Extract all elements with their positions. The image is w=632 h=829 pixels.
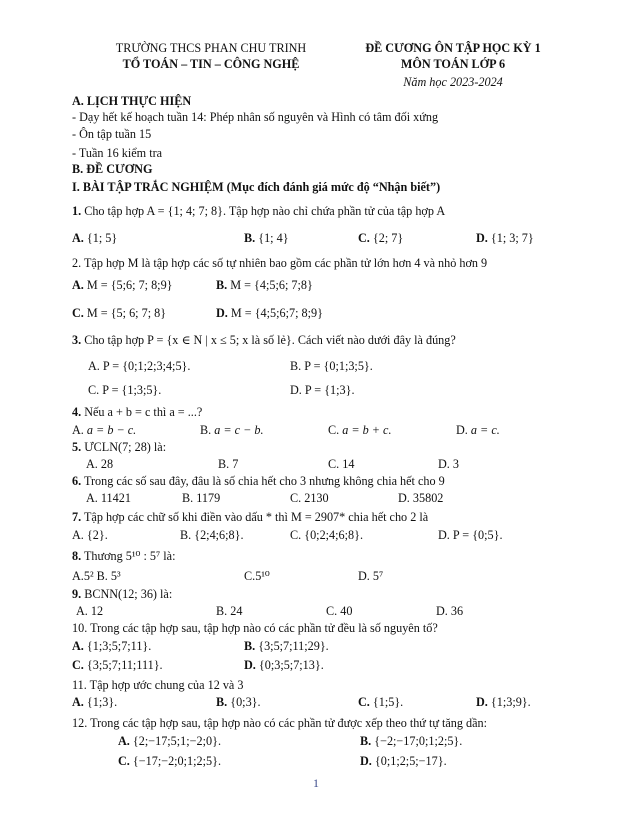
q11-option-a: A. {1;3}. <box>72 695 118 709</box>
subject-title: MÔN TOÁN LỚP 6 <box>400 57 506 71</box>
question-number: 10. <box>72 621 88 635</box>
q2-option-a: A. M = {5;6; 7; 8;9} <box>72 278 173 292</box>
q11-option-c: C. {1;5}. <box>358 695 404 709</box>
q3-option-c: C. P = {1;3;5}. <box>88 383 162 397</box>
question-number: 1. <box>72 204 82 218</box>
q1-option-b: B. {1; 4} <box>244 231 289 245</box>
school-year: Năm học 2023-2024 <box>403 75 503 89</box>
question-2 <box>72 256 572 271</box>
q5-option-c: C. 14 <box>328 457 355 471</box>
q7-option-c: C. {0;2;4;6;8}. <box>290 528 363 542</box>
question-5 <box>72 440 572 455</box>
q3-option-a: A. P = {0;1;2;3;4;5}. <box>88 359 191 373</box>
question-number: 6. <box>72 474 82 488</box>
q11-option-d: D. {1;3;9}. <box>476 695 531 709</box>
q5-option-d: D. 3 <box>438 457 459 471</box>
question-text: Nếu a + b = c thì a = ...? <box>84 405 203 419</box>
q1-option-d: D. {1; 3; 7} <box>476 231 534 245</box>
question-9 <box>72 587 572 602</box>
q12-option-c: C. {−17;−2;0;1;2;5}. <box>118 754 221 768</box>
question-number: 8. <box>72 549 82 563</box>
q1-option-c: C. {2; 7} <box>358 231 404 245</box>
question-number: 9. <box>72 587 82 601</box>
question-text: Trong các số sau đây, đâu là số chia hết cho 3 nhưng không chia hết cho 9 <box>83 474 445 488</box>
question-text: Cho tập hợp P = {x ∈ N | x ≤ 5; x là số lẻ}. Cách viết nào dưới đây là đúng? <box>84 333 456 347</box>
q7-option-a: A. {2}. <box>72 528 108 542</box>
q12-option-a: A. {2;−17;5;1;−2;0}. <box>118 734 221 748</box>
q11-option-b: B. {0;3}. <box>216 695 261 709</box>
question-10 <box>72 621 572 636</box>
q12-option-b: B. {−2;−17;0;1;2;5}. <box>360 734 463 748</box>
q2-option-d: D. M = {4;5;6;7; 8;9} <box>216 306 323 320</box>
q6-option-d: D. 35802 <box>398 491 444 505</box>
question-text: Trong các tập hợp sau, tập hợp nào có các phần tử được xếp theo thứ tự tăng dần: <box>90 716 488 730</box>
question-number: 5. <box>72 440 82 454</box>
question-text: Tập hợp các chữ số khi điền vào dấu * thì M = 2907* chia hết cho 2 là <box>83 510 429 524</box>
question-text: BCNN(12; 36) là: <box>84 587 173 601</box>
q5-option-a: A. 28 <box>86 457 114 471</box>
question-3 <box>72 333 572 348</box>
question-number: 12. <box>72 716 88 730</box>
question-8 <box>72 549 572 564</box>
q7-option-d: D. P = {0;5}. <box>438 528 503 542</box>
q1-option-a: A. {1; 5} <box>72 231 118 245</box>
question-text: Trong các tập hợp sau, tập hợp nào có các phần tử đều là số nguyên tố? <box>90 621 438 635</box>
q10-option-b: B. {3;5;7;11;29}. <box>244 639 329 653</box>
q7-option-b: B. {2;4;6;8}. <box>180 528 244 542</box>
question-4 <box>72 405 572 420</box>
question-number: 4. <box>72 405 82 419</box>
q5-option-b: B. 7 <box>218 457 239 471</box>
section-a-heading: A. LỊCH THỰC HIỆN <box>72 94 192 108</box>
question-text: ƯCLN(7; 28) là: <box>84 440 167 454</box>
question-number: 11. <box>72 678 87 692</box>
q6-option-a: A. 11421 <box>86 491 131 505</box>
page-number: 1 <box>313 776 319 790</box>
department-name: TỔ TOÁN – TIN – CÔNG NGHỆ <box>122 57 300 71</box>
q8-option-a: A.5² B. 5³ <box>72 569 121 583</box>
question-number: 7. <box>72 510 82 524</box>
section-b-heading: B. ĐỀ CƯƠNG <box>72 162 153 176</box>
q9-option-d: D. 36 <box>436 604 464 618</box>
schedule-item: - Dạy hết kế hoạch tuần 14: Phép nhân số nguyên và Hình có tâm đối xứng <box>72 110 439 124</box>
q8-option-d: D. 5⁷ <box>358 569 384 583</box>
q4-option-a: A. a = b − c. <box>72 423 137 437</box>
q4-option-b: B. a = c − b. <box>200 423 264 437</box>
question-7 <box>72 510 572 525</box>
question-11 <box>72 678 572 693</box>
q10-option-a: A. {1;3;5;7;11}. <box>72 639 152 653</box>
q10-option-d: D. {0;3;5;7;13}. <box>244 658 324 672</box>
q12-option-d: D. {0;1;2;5;−17}. <box>360 754 447 768</box>
school-name: TRƯỜNG THCS PHAN CHU TRINH <box>115 41 307 55</box>
part-1-heading: I. BÀI TẬP TRẮC NGHIỆM (Mục đích đánh giá mức độ “Nhận biết”) <box>72 180 441 194</box>
question-12 <box>72 716 572 731</box>
q6-option-b: B. 1179 <box>182 491 221 505</box>
q3-option-b: B. P = {0;1;3;5}. <box>290 359 373 373</box>
question-text: Tập hợp M là tập hợp các số tự nhiên bao gồm các phần tử lớn hơn 4 và nhỏ hơn 9 <box>83 256 488 270</box>
question-text: Tập hợp ước chung của 12 và 3 <box>89 678 244 692</box>
question-1 <box>72 204 572 219</box>
q8-option-c: C.5¹⁰ <box>244 569 270 583</box>
q4-option-d: D. a = c. <box>456 423 500 437</box>
document-title: ĐỀ CƯƠNG ÔN TẬP HỌC KỲ 1 <box>365 41 541 55</box>
q6-option-c: C. 2130 <box>290 491 329 505</box>
q3-option-d: D. P = {1;3}. <box>290 383 355 397</box>
question-text: Thương 5¹⁰ : 5⁷ là: <box>83 549 176 563</box>
q4-option-c: C. a = b + c. <box>328 423 392 437</box>
question-number: 3. <box>72 333 82 347</box>
schedule-item: - Tuần 16 kiểm tra <box>72 146 163 160</box>
question-text: Cho tập hợp A = {1; 4; 7; 8}. Tập hợp nào chỉ chứa phần tử của tập hợp A <box>84 204 446 218</box>
q9-option-b: B. 24 <box>216 604 243 618</box>
question-6 <box>72 474 572 489</box>
q2-option-c: C. M = {5; 6; 7; 8} <box>72 306 167 320</box>
q9-option-c: C. 40 <box>326 604 353 618</box>
question-number: 2. <box>72 256 82 270</box>
q2-option-b: B. M = {4;5;6; 7;8} <box>216 278 313 292</box>
schedule-item: - Ôn tập tuần 15 <box>72 127 152 141</box>
q9-option-a: A. 12 <box>76 604 104 618</box>
q10-option-c: C. {3;5;7;11;111}. <box>72 658 163 672</box>
